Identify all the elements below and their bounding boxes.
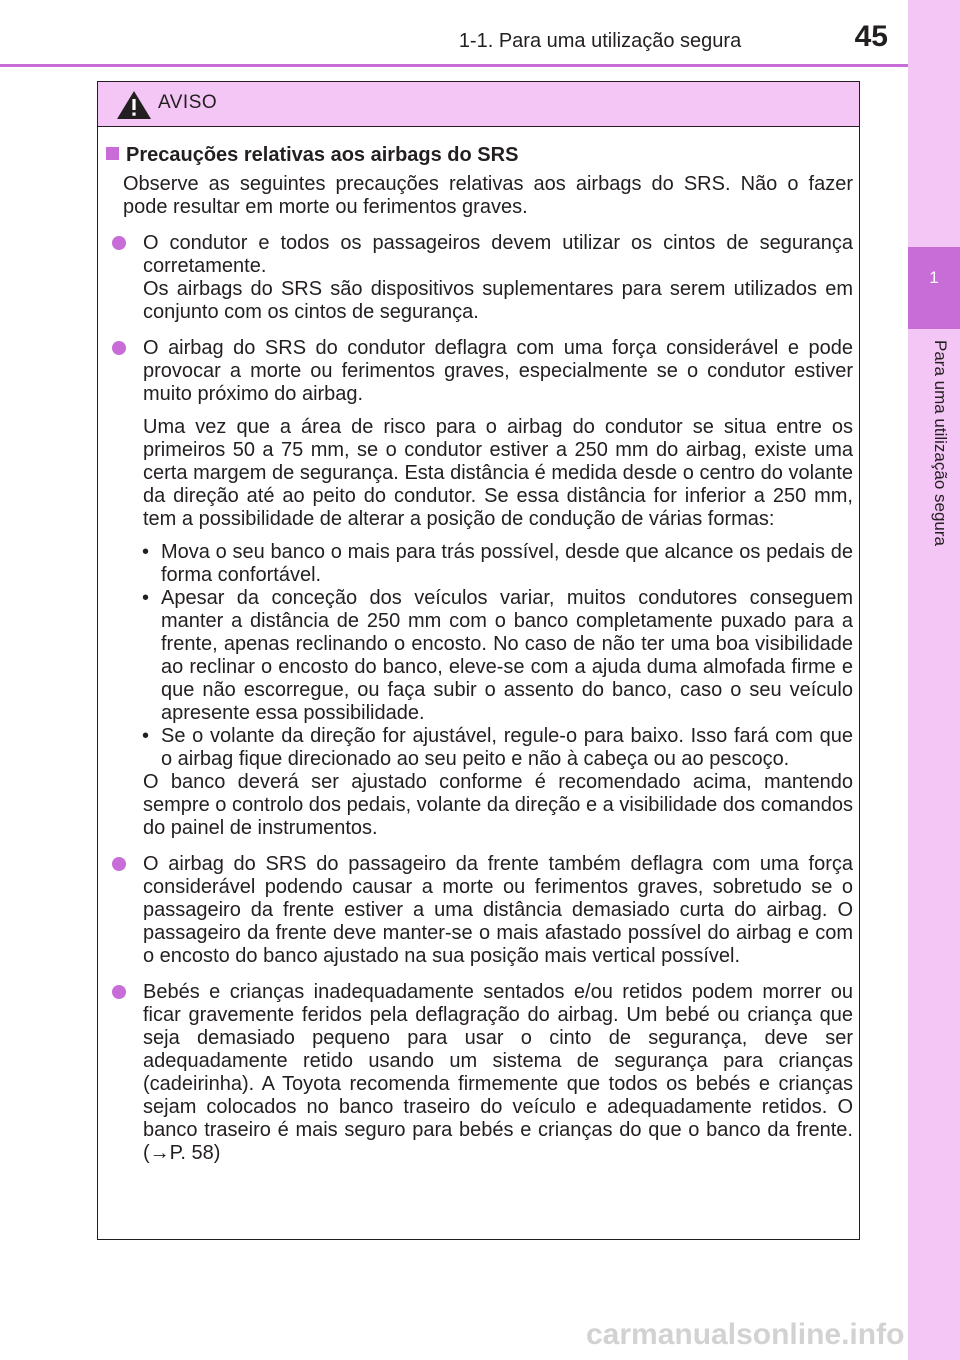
section-heading [106, 144, 861, 167]
warning-title: AVISO [158, 92, 218, 113]
sub-bullet-icon: • [142, 725, 150, 747]
watermark: carmanualsonline.info [586, 1318, 905, 1351]
side-tab-bar [908, 0, 960, 1360]
bullet-detail: Uma vez que a área de risco para o airbag do condutor se situa entre os primeiros 50 a 75 mm, se o condutor estiver a 250 mm do airbag, existe uma certa margem de segurança. Esta distância é medida desde o centro do volante da direção até ao peito do condutor. Se essa distância for inferior a 250 mm, tem a possibilidade de alterar a posição de condução de várias formas: [143, 416, 853, 530]
bullet-dot-icon [112, 985, 126, 999]
sub-list [143, 541, 853, 771]
bullet-item [143, 853, 853, 968]
bullet-text: O airbag do SRS do passageiro da frente também deflagra com uma força considerável podendo causar a morte ou ferimentos graves, sobretudo se o passageiro da frente estiver a uma distância demasiado curta do airbag. O passageiro da frente deve manter-se o mais afastado possível do airbag e com o encosto do banco ajustado na sua posição mais vertical possível. [143, 853, 853, 967]
warning-header [98, 82, 859, 127]
header-rule [0, 64, 908, 67]
bullet-closing: O banco deverá ser ajustado conforme é recomendado acima, mantendo sempre o controlo dos pedais, volante da direção e a visibilidade dos comandos do painel de instrumentos. [143, 771, 853, 839]
bullet-text: Bebés e crianças inadequadamente sentados e/ou retidos podem morrer ou ficar gravemente feridos pela deflagração do airbag. Um bebé ou criança que seja demasiado pequeno para usar o cinto de segurança, deve ser adequadamente retido usando um sistema de segurança para crianças (cadeirinha). A Toyota recomenda firmemente que todos os bebés e crianças sejam colocados no banco traseiro do veículo e adequadamente retidos. O banco traseiro é mais seguro para bebés e crianças do que o banco da frente. (→P. 58) [143, 981, 853, 1164]
bullet-text: O condutor e todos os passageiros devem utilizar os cintos de segurança corretamente. [143, 232, 853, 277]
bullet-dot-icon [112, 857, 126, 871]
sub-list-item: • Se o volante da direção for ajustável, regule-o para baixo. Isso fará com que o airbag fique direcionado ao seu peito e não à cabeça ou ao pescoço. [142, 725, 853, 770]
chapter-side-label: Para uma utilização segura [931, 340, 950, 547]
page-number: 45 [854, 20, 888, 53]
bullet-text: O airbag do SRS do condutor deflagra com uma força considerável e pode provocar a morte ou ferimentos graves, especialmente se o condutor estiver muito próximo do airbag. [143, 337, 853, 405]
section-heading-text: Precauções relativas aos airbags do SRS [126, 144, 519, 166]
bullet-dot-icon [112, 341, 126, 355]
sub-bullet-icon: • [142, 541, 150, 563]
sub-list-item: • Apesar da conceção dos veículos variar, muitos condutores conseguem manter a distância de 250 mm com o banco completamente puxado para a frente, apenas reclinando o encosto. No caso de não ter uma boa visibilidade ao reclinar o encosto do banco, eleve-se com a ajuda duma almofada firme e que não escorregue, ou faça subir o assento do banco, caso o seu veículo apresente essa possibilidade. [142, 587, 853, 724]
bullet-item [143, 981, 853, 1165]
warning-box [97, 81, 860, 1240]
square-bullet-icon [106, 147, 119, 160]
bullet-item [143, 232, 853, 324]
chapter-number: 1 [929, 268, 939, 287]
warning-triangle-icon [116, 90, 152, 120]
bullet-item [143, 337, 853, 840]
bullet-dot-icon [112, 236, 126, 250]
chapter-tab [908, 247, 960, 329]
warning-content [98, 144, 861, 1165]
bullet-text: Os airbags do SRS são dispositivos suplementares para serem utilizados em conjunto com os cintos de segurança. [143, 278, 853, 323]
sub-list-item: • Mova o seu banco o mais para trás possível, desde que alcance os pedais de forma confortável. [142, 541, 853, 586]
sub-bullet-icon: • [142, 587, 150, 609]
intro-paragraph: Observe as seguintes precauções relativas aos airbags do SRS. Não o fazer pode resultar em morte ou ferimentos graves. [123, 173, 853, 218]
running-header-title: 1-1. Para uma utilização segura [458, 30, 742, 52]
